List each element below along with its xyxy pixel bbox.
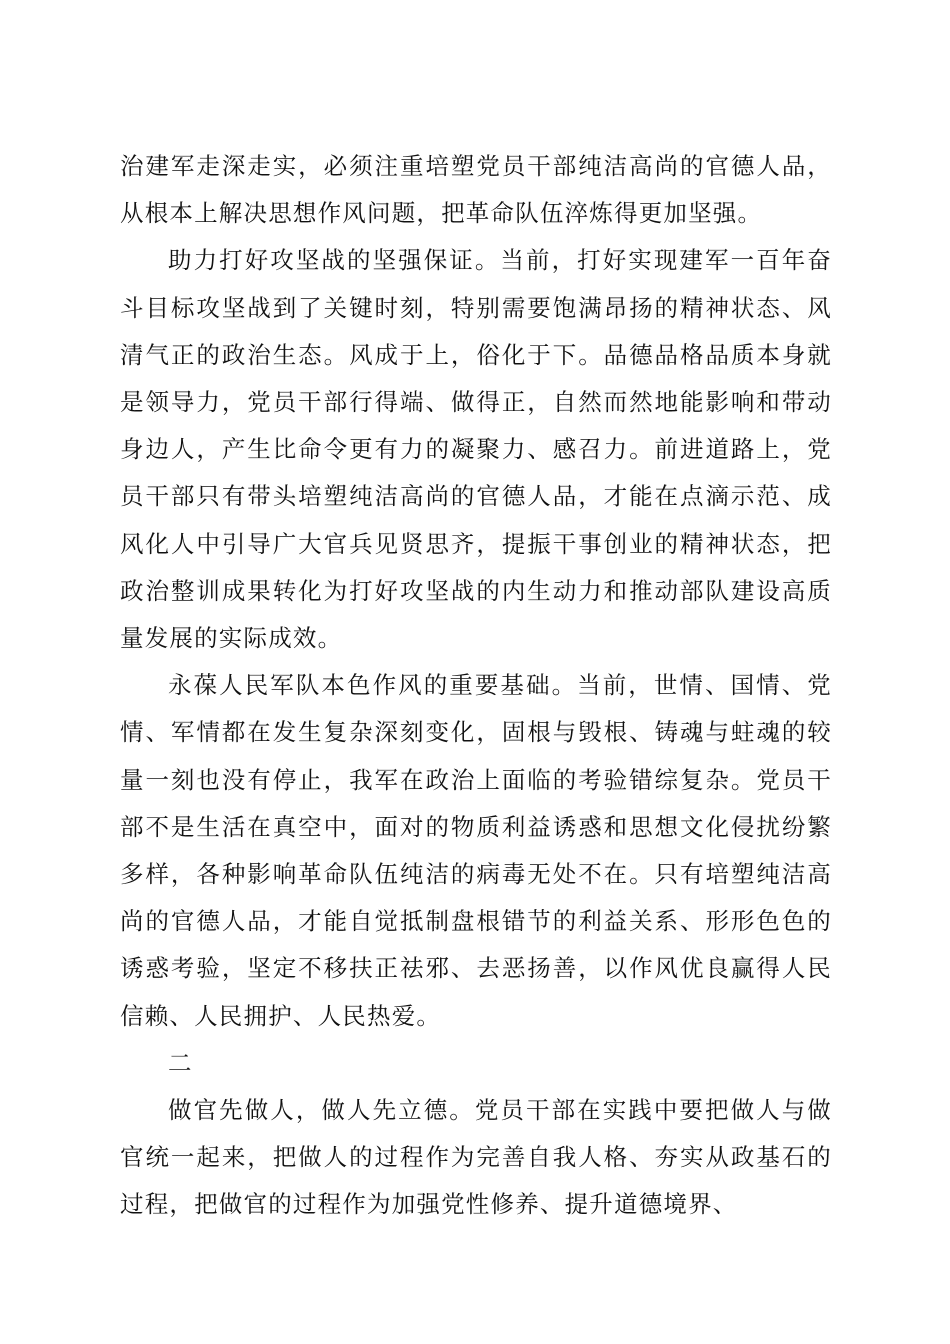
paragraph-foundation: 永葆人民军队本色作风的重要基础。当前，世情、国情、党情、军情都在发生复杂深刻变化，固根与毁根、铸魂与蛀魂的较量一刻也没有停止，我军在政治上面临的考验错综复杂。党员干部不是生活在真空中，面对的物质利益诱惑和思想文化侵扰纷繁多样，各种影响革命队伍纯洁的病毒无处不在。只有培塑纯洁高尚的官德人品，才能自觉抵制盘根错节的利益关系、形形色色的诱惑考验，坚定不移扶正祛邪、去恶扬善，以作风优良赢得人民信赖、人民拥护、人民热爱。 xyxy=(120,671,832,1030)
section-heading-two: 二 xyxy=(168,1048,193,1077)
paragraph-guarantee: 助力打好攻坚战的坚强保证。当前，打好实现建军一百年奋斗目标攻坚战到了关键时刻，特别需要饱满昂扬的精神状态、风清气正的政治生态。风成于上，俗化于下。品德品格品质本身就是领导力，党员干部行得端、做得正，自然而然地能影响和带动身边人，产生比命令更有力的凝聚力、感召力。前进道路上，党员干部只有带头培塑纯洁高尚的官德人品，才能在点滴示范、成风化人中引导广大官兵见贤思齐，提振干事创业的精神状态，把政治整训成果转化为打好攻坚战的内生动力和推动部队建设高质量发展的实际成效。 xyxy=(120,246,832,653)
paragraph-conduct: 做官先做人，做人先立德。党员干部在实践中要把做人与做官统一起来，把做人的过程作为完善自我人格、夯实从政基石的过程，把做官的过程作为加强党性修养、提升道德境界、 xyxy=(120,1096,832,1219)
body-text xyxy=(120,143,832,1229)
paragraph-continuation: 治建军走深走实，必须注重培塑党员干部纯洁高尚的官德人品，从根本上解决思想作风问题，把革命队伍淬炼得更加坚强。 xyxy=(120,152,832,228)
